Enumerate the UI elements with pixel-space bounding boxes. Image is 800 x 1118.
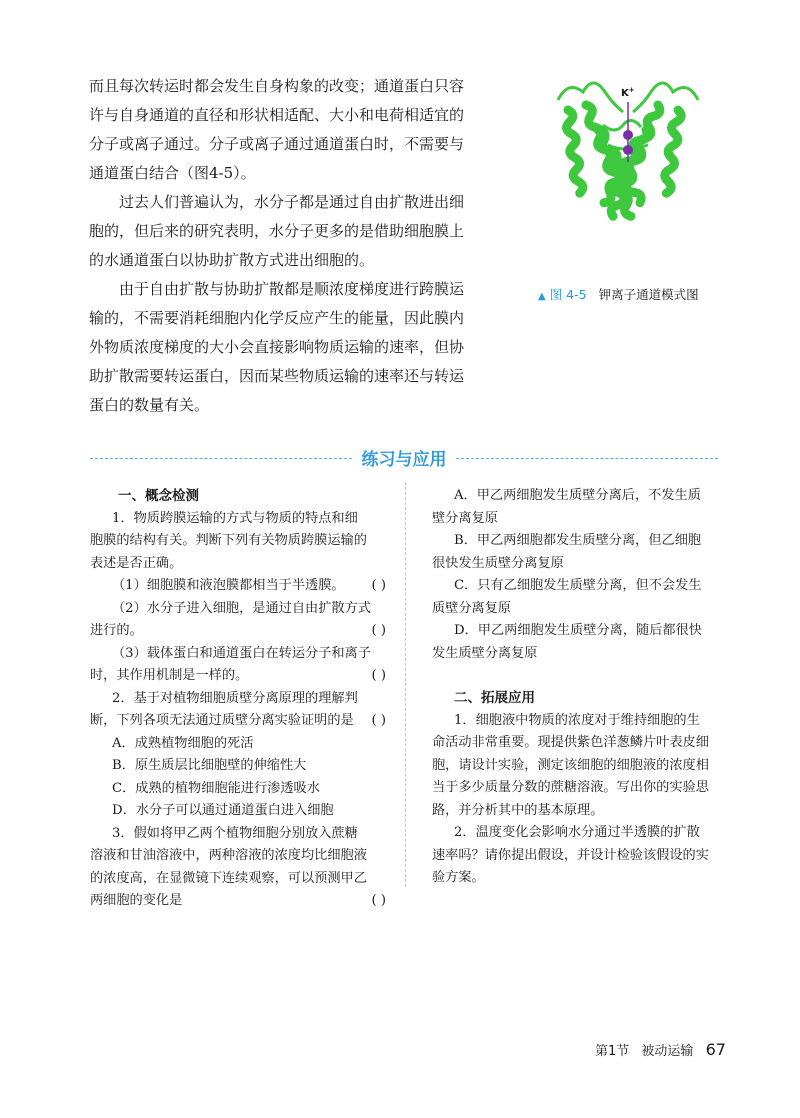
question-3-option: 壁分离复原 (432, 510, 498, 526)
question-1: 胞膜的结构有关。判断下列有关物质跨膜运输的 (90, 533, 367, 548)
extension-heading: 二、拓展应用 (454, 690, 535, 706)
question-3: 的浓度高，在显微镜下连续观察，可以预测甲乙 (90, 870, 367, 886)
question-1-1: （1）细胞膜和液泡膜都相当于半透膜。 ( ) (90, 575, 390, 598)
question-3-option: 发生质壁分离复原 (432, 645, 538, 661)
extension-2: 2．温度变化会影响水分通过半透膜的扩散 (454, 825, 700, 840)
loop (633, 83, 698, 112)
question-3: 3．假如将甲乙两个植物细胞分别放入蔗糖 (112, 825, 358, 841)
extension-1: 当于多少质量分数的蔗糖溶液。写出你的实验思 (432, 780, 709, 795)
protein-structure-illustration (538, 70, 718, 280)
intro-line: 分子或离子通过。分子或离子通过通道蛋白时，不需要与 (89, 135, 465, 153)
intro-line: 的水通道蛋白以协助扩散方式进出细胞的。 (89, 251, 375, 269)
answer-blank: ( ) (371, 668, 386, 683)
helix (564, 109, 584, 193)
extension-1: 1．细胞液中物质的浓度对于维持细胞的生 (454, 712, 700, 728)
question-2-option: C．成熟的植物细胞能进行渗透吸水 (112, 780, 320, 796)
extension-2: 验方案。 (432, 870, 485, 885)
section-divider-left (90, 458, 352, 459)
column-divider (405, 482, 406, 887)
question-3-option: D．甲乙两细胞发生质壁分离，随后都很快 (454, 623, 702, 638)
page-number: 67 (705, 1040, 726, 1059)
intro-line: 外物质浓度梯度的大小会直接影响物质运输的速率，但协 (89, 338, 465, 356)
intro-line: 助扩散需要转运蛋白，因而某些物质运输的速率还与转运 (89, 367, 465, 385)
intro-line: 而且每次转运时都会发生自身构象的改变；通道蛋白只容 (89, 77, 465, 95)
potassium-channel-figure (538, 70, 718, 280)
question-3: 两细胞的变化是 ( ) (90, 890, 390, 913)
question-1-3: 时，其作用机制是一样的。 ( ) (90, 665, 390, 688)
extension-1: 路，并分析其中的基本原理。 (432, 802, 604, 818)
question-2-option: D．水分子可以通过通道蛋白进入细胞 (112, 803, 334, 818)
footer-section: 第1节 (595, 1044, 630, 1059)
section-divider-right (456, 458, 718, 459)
potassium-ion (623, 130, 633, 140)
question-1: 表述是否正确。 (90, 555, 183, 571)
figure-caption-text: 钾离子通道模式图 (598, 287, 699, 302)
potassium-ion (623, 145, 633, 155)
helix (662, 109, 682, 193)
question-2-option: A．成熟植物细胞的死活 (112, 735, 254, 751)
section-title: 练习与应用 (361, 450, 447, 470)
question-3: 溶液和甘油溶液中，两种溶液的浓度均比细胞液 (90, 848, 367, 863)
question-1-2: 进行的。 ( ) (90, 620, 390, 643)
exercise-left-column (90, 485, 390, 913)
exercise-right-column (432, 485, 722, 890)
intro-line: 蛋白的数量有关。 (89, 396, 210, 414)
answer-blank: ( ) (371, 713, 386, 728)
answer-blank: ( ) (371, 893, 386, 908)
loop (603, 120, 641, 130)
question-3-option: C．只有乙细胞发生质壁分离，但不会发生 (454, 578, 702, 593)
extension-1: 命活动非常重要。现提供紫色洋葱鳞片叶表皮细 (432, 735, 709, 750)
question-1: 1．物质跨膜运输的方式与物质的特点和细 (112, 510, 358, 526)
figure-caption (538, 285, 699, 303)
question-3-option: A．甲乙两细胞发生质壁分离后，不发生质 (454, 488, 701, 503)
answer-blank: ( ) (371, 578, 386, 593)
concept-check-heading: 一、概念检测 (118, 488, 199, 504)
question-3-option: B．甲乙两细胞都发生质壁分离，但乙细胞 (454, 533, 702, 548)
question-2-option: B．原生质层比细胞壁的伸缩性大 (112, 758, 307, 773)
answer-blank: ( ) (371, 623, 386, 638)
extension-1: 胞，请设计实验，测定该细胞的细胞液的浓度相 (432, 757, 709, 773)
question-1-3: （3）载体蛋白和通道蛋白在转运分子和离子 (112, 645, 371, 661)
question-3-option: 很快发生质壁分离复原 (432, 555, 564, 571)
footer-title: 被动运输 (641, 1044, 694, 1059)
caption-marker-icon: ▲ (538, 291, 546, 302)
intro-line: 许与自身通道的直径和形状相适配、大小和电荷相适宜的 (89, 106, 465, 124)
intro-line: 由于自由扩散与协助扩散都是顺浓度梯度进行跨膜运 (119, 280, 465, 298)
intro-line: 输的，不需要消耗细胞内化学反应产生的能量，因此膜内 (89, 309, 465, 327)
intro-line: 胞的，但后来的研究表明，水分子更多的是借助细胞膜上 (89, 222, 465, 240)
intro-line: 过去人们普遍认为，水分子都是通过自由扩散进出细 (119, 193, 465, 211)
intro-line: 通道蛋白结合（图4-5）。 (89, 164, 256, 182)
intro-text (89, 72, 499, 420)
ion-label: K+ (621, 86, 635, 99)
extension-2: 速率吗？请你提出假设，并设计检验该假设的实 (432, 847, 709, 863)
question-1-2: （2）水分子进入细胞，是通过自由扩散方式 (112, 600, 371, 616)
question-2: 2．基于对植物细胞质壁分离原理的理解判 (112, 690, 358, 706)
page-footer (595, 1040, 726, 1059)
figure-number: 图 4-5 (549, 287, 587, 302)
helix-group (564, 104, 682, 218)
question-2: 断，下列各项无法通过质壁分离实验证明的是 ( ) (90, 710, 390, 733)
question-3-option: 质壁分离复原 (432, 600, 512, 616)
